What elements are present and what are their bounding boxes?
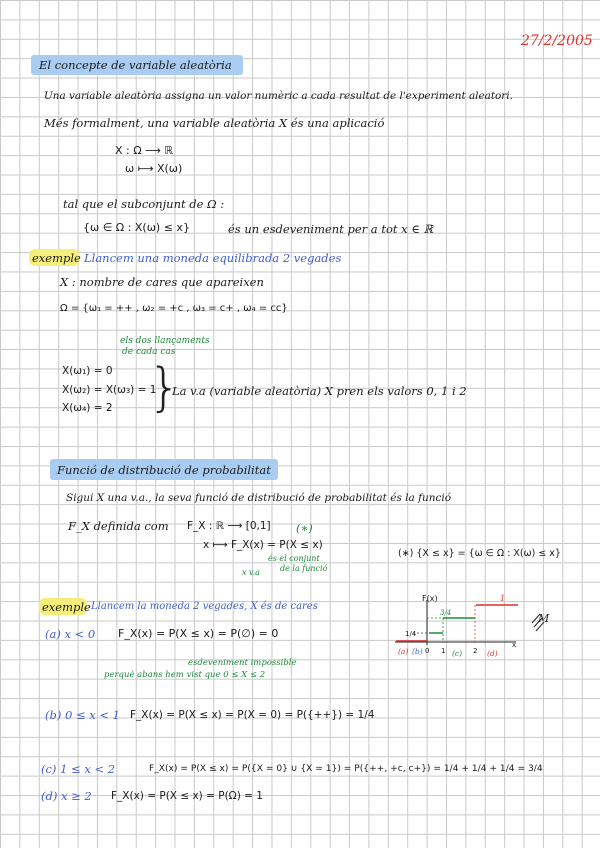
case-c-equation: F_X(x) = P(X ≤ x) = P({X = 0} ∪ {X = 1}) = P({++, +c, c+}) = 1/4 + 1/4 + 1/4 = 3/4 <box>149 764 543 774</box>
page-date: 27/2/2005 <box>521 33 593 49</box>
value-line-3: X(ω₄) = 2 <box>62 402 113 414</box>
section2-title: Funció de distribució de probabilitat <box>57 463 271 477</box>
graph-region-a: (a) <box>398 647 409 656</box>
graph-x-label: x <box>512 641 517 649</box>
star-definition: (∗) {X ≤ x} = {ω ∈ Ω : X(ω) ≤ x} <box>398 548 561 559</box>
example-statement: Llancem una moneda equilibrada 2 vegades <box>84 251 342 265</box>
case-a-note-1: esdeveniment impossible <box>188 658 297 668</box>
graph-tick-1: 1 <box>441 647 446 655</box>
definition2-line-2b: F_X : ℝ ⟶ [0,1] <box>187 520 271 532</box>
definition2-cond: (∗) <box>296 521 313 535</box>
definition2-note-b: és el conjunt <box>268 554 320 563</box>
case-a-equation: F_X(x) = P(X ≤ x) = P(∅) = 0 <box>118 627 279 640</box>
definition-line-3: tal que el subconjunt de Ω : <box>63 197 225 211</box>
graph-tick-2: 2 <box>473 647 478 655</box>
example-conclusion: La v.a (variable aleatòria) X pren els valors 0, 1 i 2 <box>172 384 467 398</box>
definition-line-2: Més formalment, una variable aleatòria X és una aplicació <box>44 116 385 130</box>
sample-space: Ω = {ω₁ = ++ , ω₂ = +c , ω₃ = c+ , ω₄ = cc} <box>60 303 288 314</box>
case-b-label: (b) 0 ≤ x < 1 <box>45 708 121 722</box>
graph-level-14: 1/4 <box>405 630 417 638</box>
mapping-line-2: ω ⟼ X(ω) <box>125 162 183 175</box>
random-variable-definition: X : nombre de cares que apareixen <box>60 275 264 289</box>
graph-level-1: 1 <box>500 594 506 603</box>
example-tag: exemple <box>32 251 81 265</box>
sample-space-note-1: els dos llançaments <box>120 336 210 346</box>
subset-definition: {ω ∈ Ω : X(ω) ≤ x} <box>83 221 190 234</box>
definition2-note-a: x v.a <box>242 568 260 577</box>
graph-region-b: (b) <box>412 647 423 656</box>
definition-line-1: Una variable aleatòria assigna un valor numèric a cada resultat de l'experiment aleatori. <box>44 90 513 102</box>
case-b-equation: F_X(x) = P(X ≤ x) = P(X = 0) = P({++}) = 1/4 <box>130 709 375 721</box>
right-brace: } <box>148 358 182 418</box>
case-a-note-2: perquè abans hem vist que 0 ≤ X ≤ 2 <box>104 670 266 680</box>
example2-statement: Llancem la moneda 2 vegades, X és de cares <box>91 601 318 612</box>
graph-level-34: 3/4 <box>440 609 452 617</box>
graph-sign: M <box>538 612 550 625</box>
definition2-line-3: x ⟼ F_X(x) = P(X ≤ x) <box>203 539 323 551</box>
sample-space-note-2: de cada cas <box>122 347 176 357</box>
definition2-line-1: Sigui X una v.a., la seva funció de distribució de probabilitat és la funció <box>66 492 452 504</box>
case-a-label: (a) x < 0 <box>45 627 96 641</box>
graph-region-d: (d) <box>487 649 498 658</box>
value-line-2: X(ω₂) = X(ω₃) = 1 <box>62 384 157 396</box>
example2-tag: exemple <box>42 600 91 614</box>
value-line-1: X(ω₁) = 0 <box>62 365 113 377</box>
subset-note: és un esdeveniment per a tot x ∈ ℝ <box>228 222 434 236</box>
case-d-label: (d) x ≥ 2 <box>41 789 92 803</box>
case-c-label: (c) 1 ≤ x < 2 <box>41 762 116 776</box>
definition2-line-2a: F_X definida com <box>68 519 169 533</box>
graph-y-label: F(x) <box>422 594 438 603</box>
definition2-note-c: de la funció <box>280 564 328 573</box>
mapping-line-1: X : Ω ⟶ ℝ <box>115 144 174 157</box>
section-title: El concepte de variable aleatòria <box>39 58 232 72</box>
case-d-equation: F_X(x) = P(X ≤ x) = P(Ω) = 1 <box>111 790 263 802</box>
graph-tick-0: 0 <box>425 647 430 655</box>
graph-region-c: (c) <box>452 649 463 658</box>
